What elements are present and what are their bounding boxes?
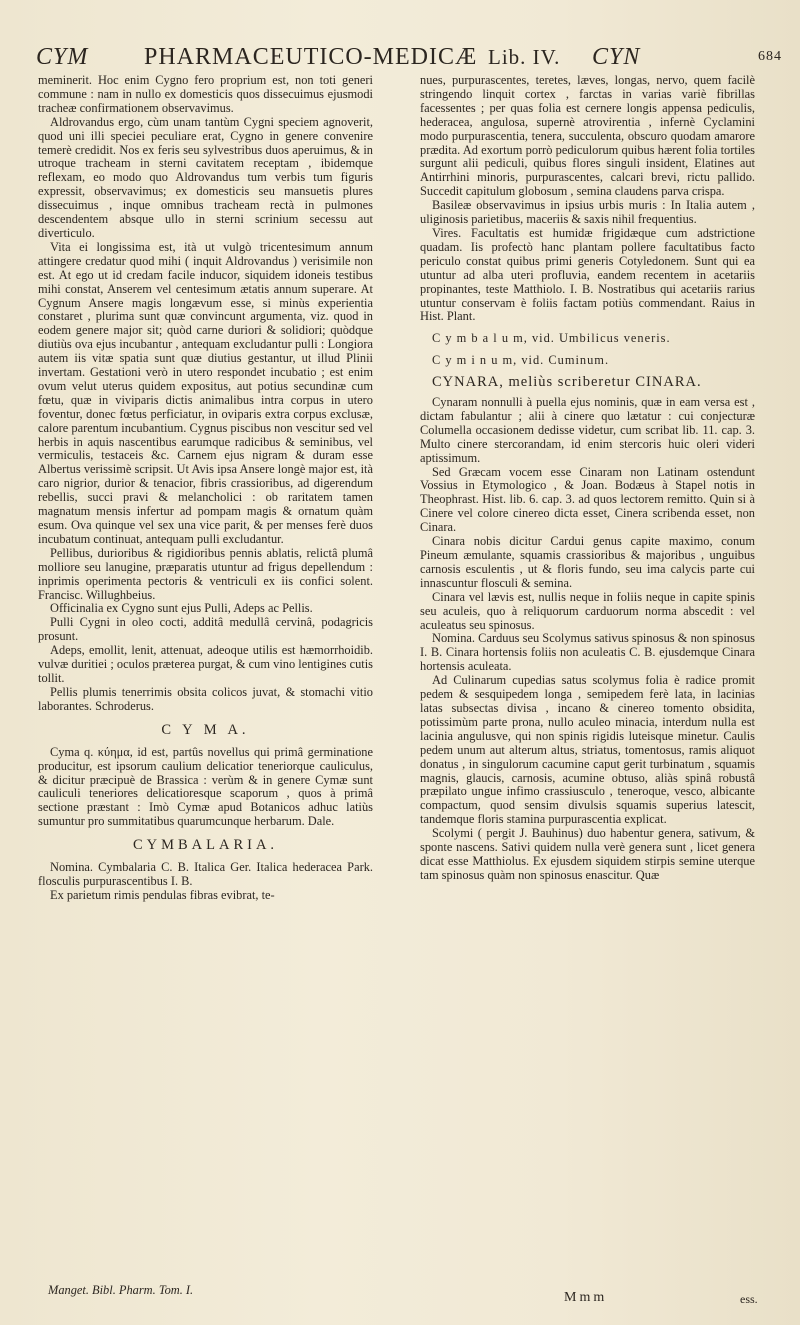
footer-volume: Manget. Bibl. Pharm. Tom. I. (48, 1283, 194, 1297)
paragraph: Vires. Facultatis est humidæ frigidæque cum adstrictione quadam. Iis profectò hanc plantam pollere facultatibus facto periculo constat quibus primi generis Cotyledonem. Sunt qui ea utuntur ad alba uteri profluvia, eandem recentem in acetariis propinantes, teste Matthiolo. I. B. Nostratibus qui acetariis rarius utuntur conservam è foliis factam potiùs commendant. Raius in Hist. Plant. (420, 225, 755, 324)
paragraph: Pellibus, durioribus & rigidioribus pennis ablatis, relictâ plumâ molliore seu lanugine, præparatis utuntur ad frigus depellendum : inprimis operimenta pectoris & ventriculi ex iis confici solent. Francisc. Willughbeius. (38, 545, 373, 602)
section-heading-cymbalaria: CYMBALARIA. (132, 837, 279, 854)
header-title: PHARMACEUTICO-MEDICÆ (144, 44, 478, 70)
paragraph: Cynaram nonnulli à puella ejus nominis, quæ in eam versa est , dictam fabulantur ; alii à cinere quo lætatur : cui conjecturæ Columella occasionem dedisse videtur, cum scribat lib. 11. cap. 3. Multo cinere stercorandam, id enim stercoris huic oleri videri aptissimum. (420, 395, 755, 465)
section-heading-cyma: C Y M A. (161, 721, 250, 738)
paragraph: Pellis plumis tenerrimis obsita colicos juvat, & stomachi vitio laborantes. Schroderus. (38, 684, 373, 713)
paragraph: Scolymi ( pergit J. Bauhinus) duo habentur genera, sativum, & sponte nascens. Sativi quidem nulla verè genera sunt , licet genera dicat esse Matthiolus. Ex ejusdem siquidem stirpis semine uterque tam spinosus quàm non spinosus enascitur. Quæ (420, 826, 755, 882)
signature-mark: Mmm (564, 1290, 608, 1305)
paragraph: nues, purpurascentes, teretes, læves, longas, nervo, quem facilè stringendo linquit cortex , farctas in varias variè fibrillas facessentes ; per quas folia est cernere longis appensa pediculis, hederacea, angulosa, supernè atrovirentia , infernè Cyclamini modo purpurascentia, tenera, succulenta, obscuro quodam amarore prædita. Ad exortum porrò pediculorum quibus hærent folia tortiles surgunt alii pediculi, quibus flores singuli insident, Elatines aut Antirrhini minoris, purpurascentes, calcari brevi, rictu pallido. Succedit capitulum globosum , semina claudens parva crispa. (420, 74, 755, 199)
paragraph: Aldrovandus ergo, cùm unam tantùm Cygni speciem agnoverit, quod uni illi speciei peculiare erat, Cygno in genere convenire temerè credidit. Nos ex feris seu sylvestribus duos aperuimus, & in utroque tracheam in sterni cavitatem receptam , ibidemque reflexam, eo modo quo Aldrovandus tum verbis tum figuris expressit, observavimus; ex domesticis seu mansuetis plures dissecuimus , inque omnibus tracheam rectà in pulmones descendentem absque ullo in sterni scrinium secessu aut diverticulo. (38, 114, 373, 240)
header-book-number: Lib. IV. (488, 45, 561, 69)
header-right-word: CYN (592, 44, 641, 70)
running-header (36, 40, 784, 74)
catchword: ess. (740, 1292, 758, 1306)
paragraph: Ad Culinarum cupedias satus scolymus folia è radice promit pedem & sesquipedem longa , semipedem ferè lata, in lacinias latas subsectas divisa , incano & cinereo tomento obsidita, potissimùm parte prona, nullo aculeo minacia, interdum nulla est lacinia angulusve, qui non spinis rigidis luteisque minetur. Caulis pedem unum aut alterum altus, striatus, tomentosus, ramis aliquot donatus , in singulorum cacumine caput gerit turbinatum , squamis magnis, glaucis, carnosis, acumine obtuso, aliàs spinâ robustâ præpilato ungue infimo crassiusculo , teneroque, vesco, albicante compactum, quod sensim divulsis squamis superius latescit, tandemque floris stamina purpurascentia explicat. (420, 673, 755, 827)
paragraph: Ex parietum rimis pendulas fibras evibrat, te- (50, 887, 275, 902)
paragraph: Sed Græcam vocem esse Cinaram non Latinam ostendunt Vossius in Etymologico , & Joan. Bodæus à Stapel notis in Theophrast. Hist. lib. 6. cap. 3. ad quos lectorem remitto. Quin si à Cinere vel colore cinereo dicta esset, Cinera scribenda esset, non Cinara. (420, 464, 755, 535)
page-number: 684 (758, 49, 782, 64)
entry-cyminum: C y m i n u m, vid. Cuminum. (432, 353, 610, 368)
right-column (420, 74, 755, 1279)
left-column (38, 74, 373, 1279)
header-left-word: CYM (36, 44, 89, 70)
paragraph: Cinara nobis dicitur Cardui genus capite maximo, conum Pineum æmulante, squamis crassioribus & majoribus , unguibus carnosis esculentis , ut & floris fundo, seu ima calycis parte cui innascuntur flosculi & semina. (420, 534, 755, 590)
paragraph: Cinara vel lævis est, nullis neque in foliis neque in capite spinis seu aculeis, quo à reliquorum carduorum norma abscedit : vel aculeatus seu spinosus. (420, 589, 755, 632)
paragraph: Cyma q. κύημα, id est, partûs novellus qui primâ germinatione producitur, est ipsorum caulium delicatior teneriorque cauliculus, & dicitur præcipuè de Brassica : verùm & in genere Cymæ sunt cauliculi teneriores delicatioresque scaporum , quos à primâ sectione præstant : Imò Cymæ apud Botanicos adhuc latiùs sumuntur pro summitatibus quarumcunque herbarum. Dale. (38, 744, 373, 829)
paragraph: meminerit. Hoc enim Cygno fero proprium est, non toti generi commune : nam in nullo ex domesticis quos dissecuimus ejusmodi tracheæ confirmationem observavimus. (38, 74, 373, 115)
paragraph: Pulli Cygni in oleo cocti, additâ medullâ cervinâ, podagricis prosunt. (38, 615, 373, 644)
paragraph: Adeps, emollit, lenit, attenuat, adeoque utilis est hæmorrhoidib. vulvæ duritiei ; oculos præterea purgat, & cum vino lentigines cutis tollit. (38, 643, 373, 685)
paragraph: Nomina. Carduus seu Scolymus sativus spinosus & non spinosus I. B. Cinara hortensis foliis non aculeatis C. B. ejusdemque Cinara hortensis aculeata. (420, 631, 755, 674)
paragraph: Nomina. Cymbalaria C. B. Italica Ger. Italica hederacea Park. flosculis purpurascentibus I. B. (38, 860, 373, 889)
section-heading-cynara: CYNARA, meliùs scriberetur CINARA. (432, 374, 702, 391)
paragraph: Officinalia ex Cygno sunt ejus Pulli, Adeps ac Pellis. (50, 601, 313, 616)
paragraph: Vita ei longissima est, ità ut vulgò tricentesimum annum attingere credatur quod mihi ( inquit Aldrovandus ) verisimile non est. At ego ut id credam facile inducor, siquidem idoneis testibus mihi constat, Anserem vel centesimum ætatis annum superare. At Cygnum Ansere magis longævum esse, si minùs experientia constaret , plurima sunt quæ convincunt argumenta, viz. quod in eodem genere major sit; quòd carne duriori & solidiori; quòdque diutiùs ova ejus incubantur , antequam excludantur pulli : Longiora autem iis vitæ spatia sunt quæ diutius gestantur, ut illud Plinii invertam. Gestationi verò in utero respondet incubatio ; est enim ovum velut uterus quidem expositus, aut potius secundinæ cum fœtu, quæ in viviparis dictis animalibus intra corpus in utero foventur, donec fœtus perficiatur, in oviparis extra corpus exclusæ, calore parentum incubantium. Cygnus piscibus non vescitur sed vel herbis in aquis nascentibus earumque radicibus & seminibus, vel vermiculis, testaceis &c. Carnem ejus nigram & duram esse Albertus verissimè scripsit. Ut Avis ipsa Ansere longè major est, ità caro nigrior, durior & tenacior, fibris crassioribus, ad digerendum rebellis, succi pravi & melancholici : ob raritatem tamen magnatum mensis infertur ad pompam magis & ornatum quàm esum. Ova quinque vel sex una vice parit, & per menses ferè duos incubatum continuat, antequam pulli excludantur. (38, 239, 373, 546)
paragraph: Basileæ observavimus in ipsius urbis muris : In Italia autem , uliginosis parietibus, maceriis & saxis nihil frequentius. (420, 198, 755, 227)
entry-cymbalum: C y m b a l u m, vid. Umbilicus veneris. (432, 331, 671, 346)
